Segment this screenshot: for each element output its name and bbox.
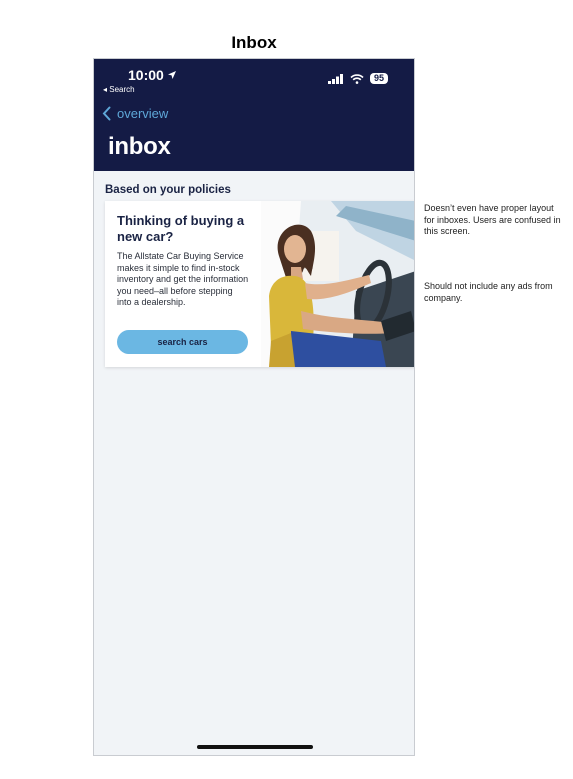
back-button[interactable] <box>102 106 168 121</box>
battery-indicator: 95 <box>370 73 388 84</box>
section-title: Based on your policies <box>105 184 231 196</box>
status-icons <box>328 73 388 84</box>
status-time <box>128 67 177 83</box>
promo-card[interactable] <box>105 201 415 367</box>
chevron-left-icon <box>102 106 111 121</box>
promo-photo-woman-driving <box>261 201 415 367</box>
back-button-label: overview <box>117 106 169 121</box>
promo-heading: Thinking of buying a new car? <box>117 213 245 244</box>
wifi-icon <box>350 74 364 84</box>
home-indicator[interactable] <box>197 745 313 749</box>
signal-icon <box>328 74 344 84</box>
page-heading: Inbox <box>231 33 277 52</box>
header-bar <box>94 59 414 171</box>
annotation-note-layout: Doesn’t even have proper layout for inboxes. Users are confused in this screen. <box>424 203 561 236</box>
location-arrow-icon <box>167 70 177 80</box>
status-time-text: 10:00 <box>128 67 164 83</box>
status-back-search[interactable]: ◂ Search <box>103 85 135 94</box>
promo-text <box>105 201 261 367</box>
phone-screen <box>93 58 415 756</box>
screen-title: inbox <box>108 133 171 160</box>
search-cars-button[interactable]: search cars <box>117 330 248 354</box>
annotation-note-ads: Should not include any ads from company. <box>424 281 553 303</box>
promo-body: The Allstate Car Buying Service makes it simple to find in-stock inventory and get the information you need–all before stepping into a dealership. <box>117 251 249 307</box>
